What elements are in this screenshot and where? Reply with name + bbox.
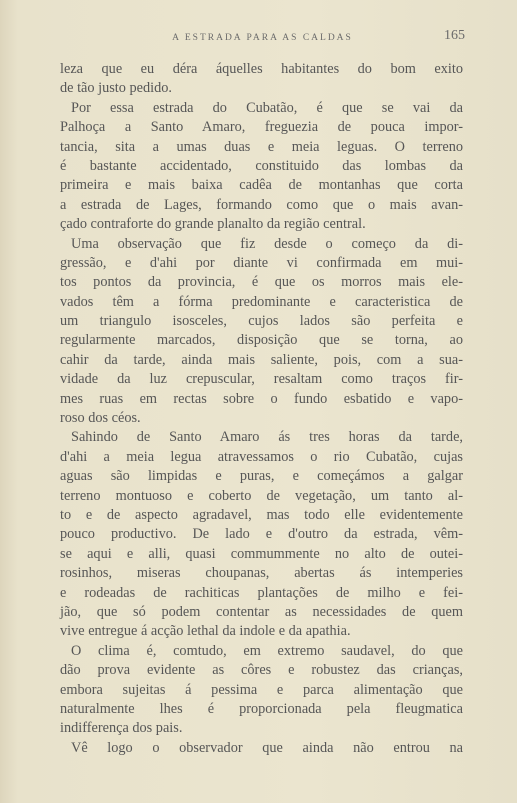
text-line: aguas são limpidas e puras, e começámos a galgar bbox=[60, 468, 463, 485]
text-line: se aqui e alli, quasi commummente no alto de outei- bbox=[60, 545, 463, 562]
text-line: Sahindo de Santo Amaro ás tres horas da tarde, bbox=[71, 429, 463, 446]
text-line: tos pontos da provincia, é que os morros mais ele- bbox=[60, 274, 463, 291]
text-line: Por essa estrada do Cubatão, é que se vai da bbox=[71, 99, 463, 116]
body-text bbox=[60, 60, 463, 758]
text-line: de tão justo pedido. bbox=[60, 80, 172, 97]
text-line: embora sujeitas á pessima e parca alimentação que bbox=[60, 681, 463, 698]
text-line: terreno montuoso e coberto de vegetação, um tanto al- bbox=[60, 487, 463, 504]
text-line: vidade da luz crepuscular, resaltam como traços fir- bbox=[60, 371, 463, 388]
text-line: é bastante accidentado, constituido das lombas da bbox=[60, 157, 463, 174]
text-line: pouco productivo. De lado e d'outro da estrada, vêm- bbox=[60, 526, 463, 543]
text-line: çado contraforte do grande planalto da região central. bbox=[60, 216, 366, 233]
text-line: d'ahi a meia legua atravessamos o rio Cubatão, cujas bbox=[60, 448, 463, 465]
text-line: roso dos céos. bbox=[60, 410, 141, 427]
text-line: a estrada de Lages, formando como que o mais avan- bbox=[60, 196, 463, 213]
text-line: um triangulo isosceles, cujos lados são perfeita e bbox=[60, 313, 463, 330]
text-line: rosinhos, miseras choupanas, abertas ás intemperies bbox=[60, 565, 463, 582]
text-line: vive entregue á acção lethal da indole e da apathia. bbox=[60, 623, 351, 640]
text-line: e rodeadas de rachiticas plantações de milho e fei- bbox=[60, 584, 463, 601]
text-line: Vê logo o observador que ainda não entrou na bbox=[71, 739, 463, 756]
text-line: O clima é, comtudo, em extremo saudavel, do que bbox=[71, 642, 463, 659]
page-number: 165 bbox=[444, 28, 465, 43]
running-head: A ESTRADA PARA AS CALDAS bbox=[172, 33, 353, 43]
text-line: mes ruas em rectas sobre o fundo esbatido e vapo- bbox=[60, 390, 463, 407]
text-line: primeira e mais baixa cadêa de montanhas que corta bbox=[60, 177, 463, 194]
text-line: Palhoça a Santo Amaro, freguezia de pouca impor- bbox=[60, 119, 463, 136]
text-line: gressão, e d'ahi por diante vi confirmada em mui- bbox=[60, 254, 463, 271]
text-line: to e de aspecto agradavel, mas todo elle evidentemente bbox=[60, 506, 463, 523]
text-line: indifferença dos pais. bbox=[60, 720, 183, 737]
text-line: Uma observação que fiz desde o começo da di- bbox=[71, 235, 463, 252]
text-line: naturalmente lhes é proporcionada pela fleugmatica bbox=[60, 700, 463, 717]
text-line: dão prova evidente as côres e robustez das crianças, bbox=[60, 662, 463, 679]
text-line: vados têm a fórma predominante e caracteristica de bbox=[60, 293, 463, 310]
text-line: regularmente marcados, disposição que se torna, ao bbox=[60, 332, 463, 349]
page-header bbox=[60, 28, 465, 46]
text-line: tancia, sita a umas duas e meia leguas. O terreno bbox=[60, 138, 463, 155]
text-line: cahir da tarde, ainda mais saliente, pois, com a sua- bbox=[60, 351, 463, 368]
text-line: jão, que só podem contentar as necessidades de quem bbox=[60, 603, 463, 620]
text-line: leza que eu déra áquelles habitantes do bom exito bbox=[60, 61, 463, 77]
